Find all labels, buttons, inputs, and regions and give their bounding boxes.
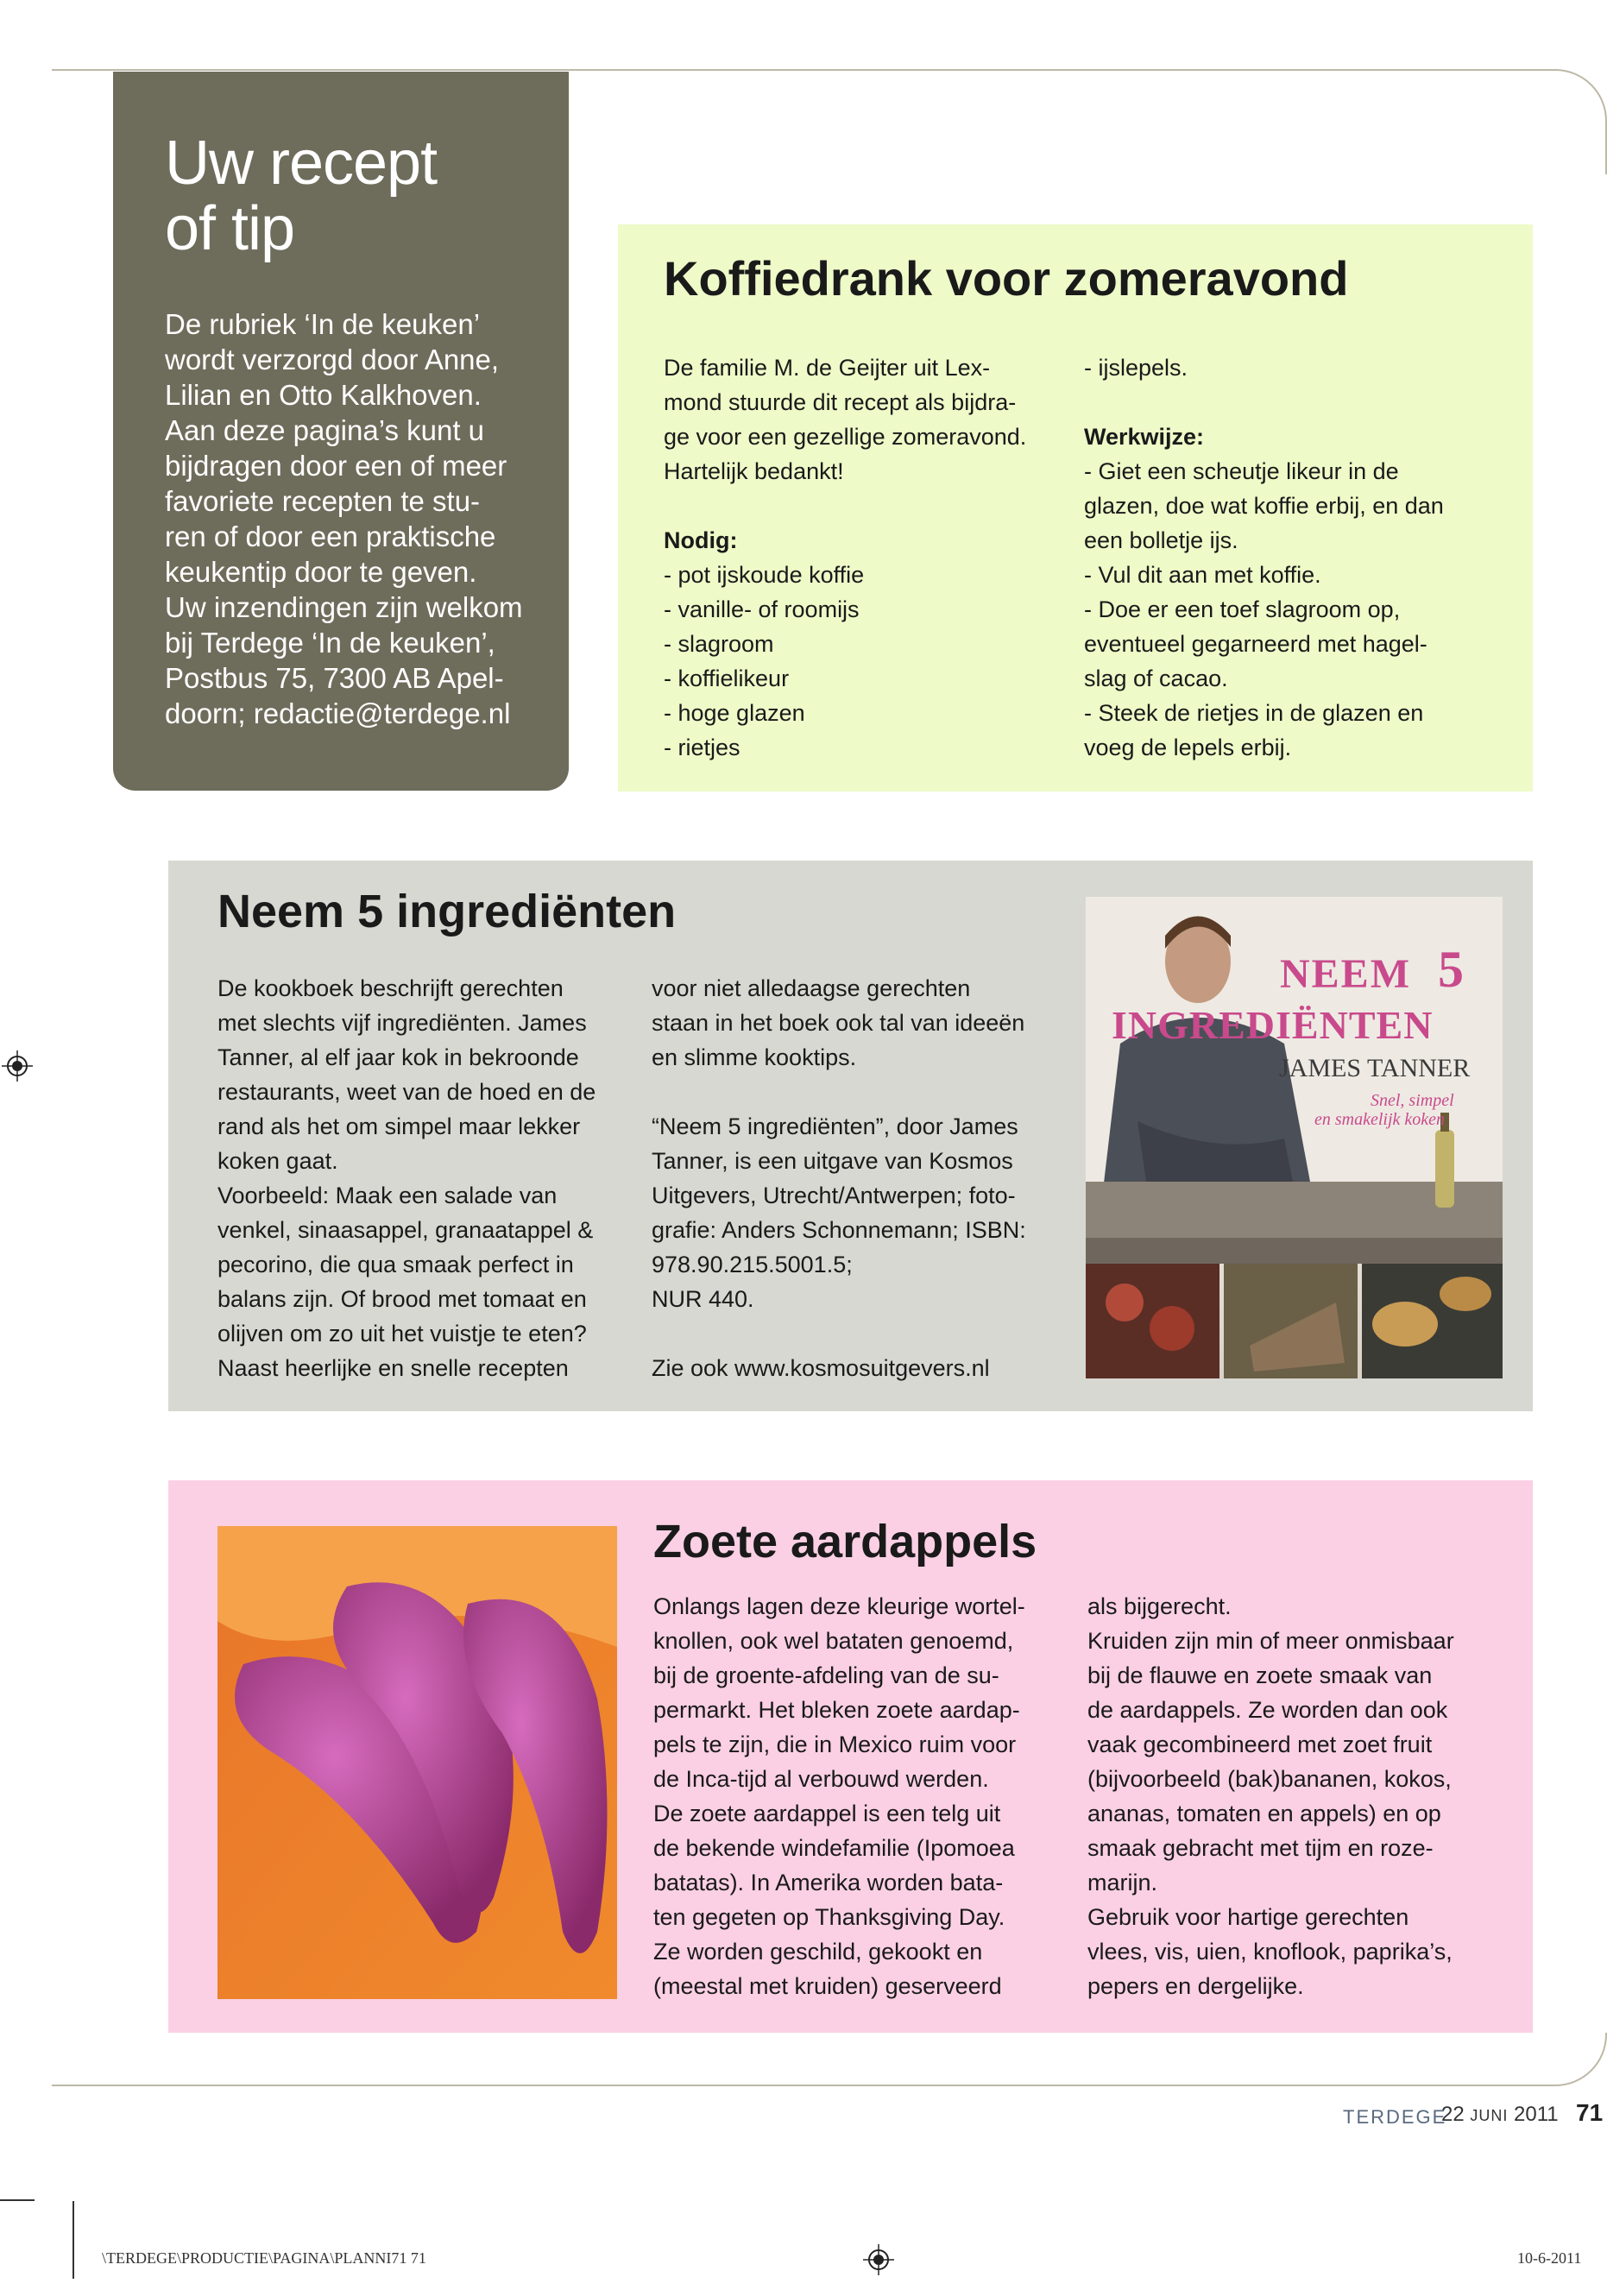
cover-subtitle-2: en smakelijk koken [1314, 1110, 1446, 1129]
potato-line: ananas, tomaten en appels) en op [1087, 1801, 1441, 1826]
potato-line: smaak gebracht met tijm en roze- [1087, 1835, 1434, 1861]
method-line: glazen, doe wat koffie erbij, en dan [1084, 493, 1444, 519]
cover-title-ingredienten: INGREDIËNTEN [1112, 1003, 1434, 1047]
sweet-potato-image [217, 1526, 617, 1999]
ingredient-item: - ijslepels. [1084, 355, 1188, 381]
bottom-rule-curve [1502, 2033, 1607, 2086]
potato-column-right [1087, 1589, 1454, 2003]
book-line: Uitgevers, Utrecht/Antwerpen; foto- [652, 1183, 1016, 1208]
method-line: slag of cacao. [1084, 665, 1228, 691]
cover-author: JAMES TANNER [1279, 1054, 1471, 1082]
potato-line: Kruiden zijn min of meer onmisbaar [1087, 1628, 1454, 1654]
book-link-line: Zie ook www.kosmosuitgevers.nl [652, 1355, 990, 1381]
potato-line: batatas). In Amerika worden bata- [653, 1870, 1004, 1895]
book-spacer [652, 1075, 1026, 1109]
book-line: voor niet alledaagse gerechten [652, 975, 971, 1001]
book-line: grafie: Anders Schonnemann; ISBN: [652, 1217, 1026, 1243]
tip-line: ren of door een praktische [165, 520, 496, 552]
method-line: een bolletje ijs. [1084, 527, 1238, 553]
potato-line: permarkt. Het bleken zoete aardap- [653, 1697, 1020, 1723]
potato-line: bij de groente-afdeling van de su- [653, 1662, 999, 1688]
ingredient-item: - hoge glazen [664, 700, 805, 726]
cover-title-5: 5 [1438, 941, 1464, 998]
book-line: “Neem 5 ingrediënten”, door James [652, 1113, 1018, 1139]
recipe-line: ge voor een gezellige zomeravond. [664, 424, 1027, 450]
method-line: - Vul dit aan met koffie. [1084, 562, 1321, 588]
crop-mark [0, 2199, 35, 2201]
page-number: 71 [1576, 2099, 1604, 2126]
recipe-line: Hartelijk bedankt! [664, 458, 844, 484]
potato-line: (bijvoorbeeld (bak)bananen, kokos, [1087, 1766, 1452, 1792]
potato-line: Gebruik voor hartige gerechten [1087, 1904, 1409, 1930]
tip-line: Uw inzendingen zijn welkom [165, 591, 523, 623]
tip-line: bij Terdege ‘In de keuken’, [165, 627, 495, 659]
recipe-line: mond stuurde dit recept als bijdra- [664, 389, 1017, 415]
recipe-spacer [664, 489, 1026, 523]
tip-line: wordt verzorgd door Anne, [165, 344, 500, 375]
book-box [168, 861, 1533, 1411]
tip-line: Lilian en Otto Kalkhoven. [165, 379, 482, 411]
print-slug-path: \TERDEGE\PRODUCTIE\PAGINA\PLANNI71 71 [102, 2249, 426, 2267]
method-line: - Giet een scheutje likeur in de [1084, 458, 1399, 484]
potato-line: vaak gecombineerd met zoet fruit [1087, 1731, 1433, 1757]
book-line: koken gaat. [217, 1148, 338, 1174]
potato-line: ten gegeten op Thanksgiving Day. [653, 1904, 1005, 1930]
ingredient-item: - rietjes [664, 735, 740, 760]
recipe-heading-nodig: Nodig: [664, 527, 738, 553]
potato-line: De zoete aardappel is een telg uit [653, 1801, 1001, 1826]
book-cover-image [1086, 897, 1503, 1378]
top-rule-curve [1502, 69, 1607, 174]
book-line: pecorino, die qua smaak perfect in [217, 1252, 574, 1277]
cover-title-neem: NEEM [1280, 951, 1411, 997]
tip-line: Postbus 75, 7300 AB Apel- [165, 662, 504, 694]
footer-brand: TERDEGE [1343, 2106, 1447, 2128]
recipe-column-left [664, 350, 1026, 765]
method-line: voeg de lepels erbij. [1084, 735, 1292, 760]
potato-line: bij de flauwe en zoete smaak van [1087, 1662, 1433, 1688]
potato-line: knollen, ook wel bataten genoemd, [653, 1628, 1014, 1654]
tip-sidebar [113, 72, 569, 791]
footer-year: 2011 [1514, 2103, 1559, 2126]
tip-title [165, 130, 526, 262]
book-column-left [217, 971, 596, 1385]
potato-line: marijn. [1087, 1870, 1158, 1895]
potato-title: Zoete aardappels [653, 1516, 1037, 1567]
registration-mark-icon [863, 2244, 894, 2275]
bottom-rule [52, 2085, 1553, 2086]
potato-line: pels te zijn, die in Mexico ruim voor [653, 1731, 1017, 1757]
top-rule [52, 69, 1553, 71]
tip-line: bijdragen door een of meer [165, 450, 507, 482]
recipe-box [618, 224, 1533, 792]
recipe-heading-werkwijze: Werkwijze: [1084, 424, 1205, 450]
recipe-spacer [1084, 385, 1444, 419]
registration-mark-icon [2, 1050, 33, 1082]
sweet-potato-photo [217, 1526, 617, 1999]
recipe-column-right [1084, 350, 1444, 765]
book-column-right [652, 971, 1026, 1385]
book-line: Tanner, al elf jaar kok in bekroonde [217, 1044, 579, 1070]
potato-line: de aardappels. Ze worden dan ook [1087, 1697, 1448, 1723]
potato-line: Onlangs lagen deze kleurige wortel- [653, 1593, 1025, 1619]
book-spacer [652, 1316, 1026, 1351]
book-line: en slimme kooktips. [652, 1044, 857, 1070]
ingredient-item: - pot ijskoude koffie [664, 562, 865, 588]
tip-line: Aan deze pagina’s kunt u [165, 414, 485, 446]
potato-line: vlees, vis, uien, knoflook, paprika’s, [1087, 1939, 1453, 1965]
ingredient-item: - vanille- of roomijs [664, 596, 860, 622]
potato-box [168, 1480, 1533, 2033]
ingredient-item: - koffielikeur [664, 665, 790, 691]
book-line: NUR 440. [652, 1286, 754, 1312]
tip-line: doorn; redactie@terdege.nl [165, 697, 511, 729]
method-line: - Doe er een toef slagroom op, [1084, 596, 1401, 622]
cover-subtitle-1: Snel, simpel [1371, 1091, 1454, 1110]
ingredient-item: - slagroom [664, 631, 774, 657]
book-line: balans zijn. Of brood met tomaat en [217, 1286, 587, 1312]
book-line: Voorbeeld: Maak een salade van [217, 1183, 558, 1208]
book-line: Naast heerlijke en snelle recepten [217, 1355, 569, 1381]
tip-line: De rubriek ‘In de keuken’ [165, 308, 481, 340]
potato-line: pepers en dergelijke. [1087, 1973, 1304, 1999]
method-line: - Steek de rietjes in de glazen en [1084, 700, 1424, 726]
potato-line: de Inca-tijd al verbouwd werden. [653, 1766, 989, 1792]
tip-line: keukentip door te geven. [165, 556, 477, 588]
footer-date [1441, 2103, 1559, 2127]
recipe-title: Koffiedrank voor zomeravond [664, 251, 1349, 306]
book-line: staan in het boek ook tal van ideeën [652, 1010, 1025, 1036]
book-line: rand als het om simpel maar lekker [217, 1113, 581, 1139]
tip-line: favoriete recepten te stu- [165, 485, 481, 517]
potato-line: de bekende windefamilie (Ipomoea [653, 1835, 1015, 1861]
book-line: restaurants, weet van de hoed en de [217, 1079, 596, 1105]
recipe-line: De familie M. de Geijter uit Lex- [664, 355, 991, 381]
print-slug-date: 10-6-2011 [1517, 2249, 1582, 2267]
method-line: eventueel gegarneerd met hagel- [1084, 631, 1427, 657]
potato-line: (meestal met kruiden) geserveerd [653, 1973, 1002, 1999]
book-title: Neem 5 ingrediënten [217, 886, 677, 937]
book-line: met slechts vijf ingrediënten. James [217, 1010, 587, 1036]
tip-body [165, 306, 526, 731]
book-line: De kookboek beschrijft gerechten [217, 975, 564, 1001]
potato-line: Ze worden geschild, gekookt en [653, 1939, 983, 1965]
footer-day: 22 [1441, 2103, 1465, 2126]
book-line: venkel, sinaasappel, granaatappel & [217, 1217, 594, 1243]
book-line: 978.90.215.5001.5; [652, 1252, 853, 1277]
book-line: olijven om zo uit het vuistje te eten? [217, 1321, 587, 1347]
potato-column-left [653, 1589, 1025, 2003]
book-line: Tanner, is een uitgave van Kosmos [652, 1148, 1013, 1174]
crop-mark [72, 2201, 74, 2279]
potato-line: als bijgerecht. [1087, 1593, 1232, 1619]
footer-month: JUNI [1470, 2107, 1509, 2124]
tip-title-line: of tip [165, 194, 295, 263]
tip-title-line: Uw recept [165, 129, 438, 198]
